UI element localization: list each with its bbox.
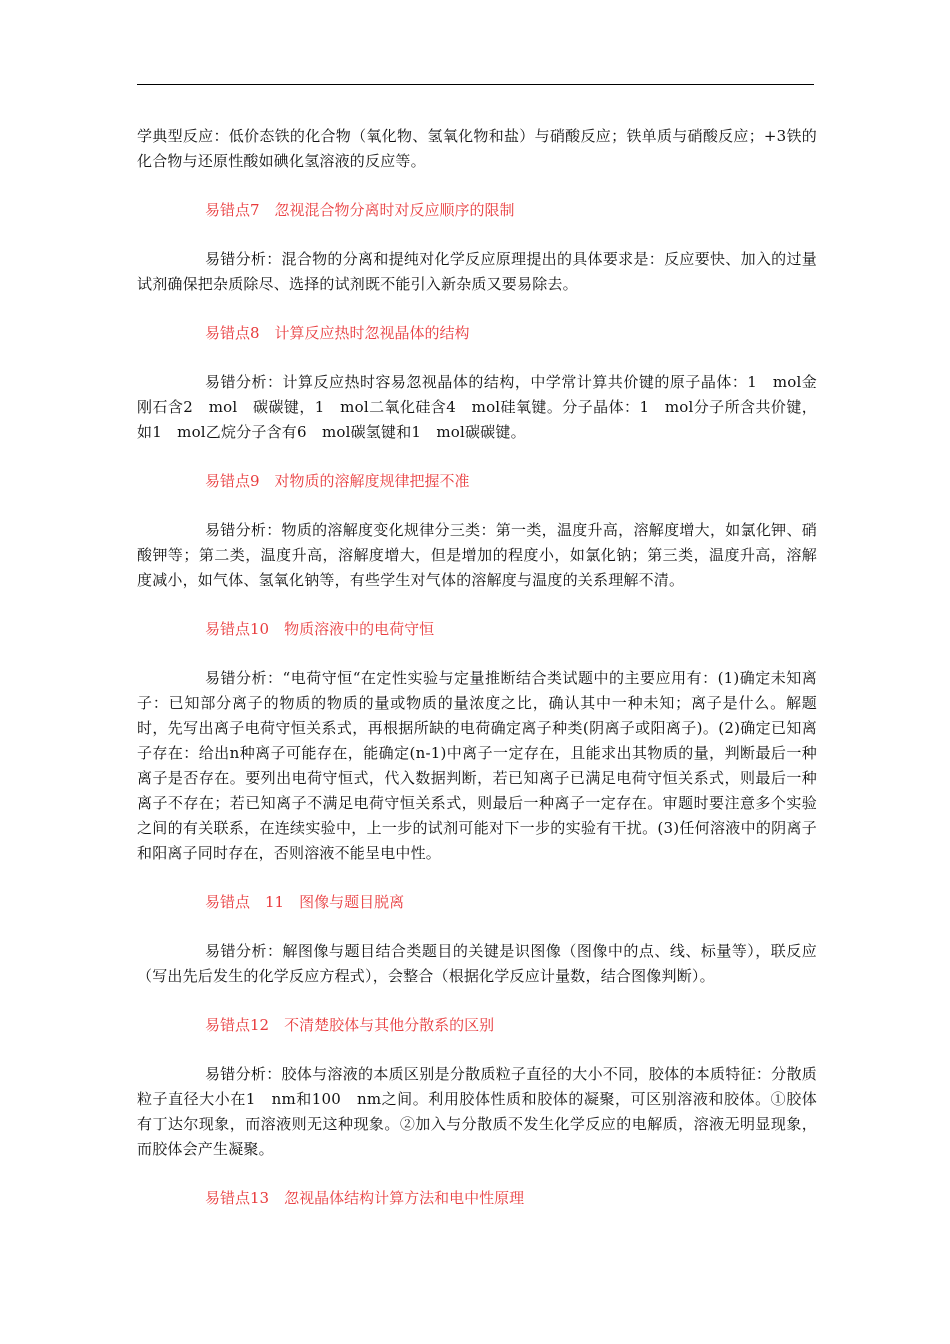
heading-point-7: 易错点7 忽视混合物分离时对反应顺序的限制 — [205, 201, 515, 219]
heading-point-8: 易错点8 计算反应热时忽视晶体的结构 — [205, 324, 470, 342]
heading-point-12: 易错点12 不清楚胶体与其他分散系的区别 — [205, 1016, 495, 1034]
analysis-paragraph-10: 易错分析：“电荷守恒“在定性实验与定量推断结合类试题中的主要应用有：(1)确定未知离子：已知部分离子的物质的物质的量或物质的量浓度之比，确认其中一种未知；离子是什么。解题时，先写出离子电荷守恒关系式，再根据所缺的电荷确定离子种类(阴离子或阳离子)。(2)确定已知离子存在：给出n种离子可能存在，能确定(n-1)中离子一定存在，且能求出其物质的量，判断最后一种离子是否存在。要列出电荷守恒式，代入数据判断，若已知离子已满足电荷守恒关系式，则最后一种离子不存在；若已知离子不满足电荷守恒关系式，则最后一种离子一定存在。审题时要注意多个实验之间的有关联系，在连续实验中，上一步的试剂可能对下一步的实验有干扰。(3)任何溶液中的阴离子和阳离子同时存在，否则溶液不能呈电中性。 — [137, 669, 817, 862]
analysis-paragraph-12: 易错分析：胶体与溶液的本质区别是分散质粒子直径的大小不同，胶体的本质特征：分散质粒子直径大小在1 nm和100 nm之间。利用胶体性质和胶体的凝聚，可区别溶液和胶体。①胶体有丁达尔现象，而溶液则无这种现象。②加入与分散质不发生化学反应的电解质，溶液无明显现象，而胶体会产生凝聚。 — [137, 1065, 817, 1158]
analysis-paragraph-8: 易错分析：计算反应热时容易忽视晶体的结构，中学常计算共价键的原子晶体：1 mol金刚石含2 mol 碳碳键，1 mol二氧化硅含4 mol硅氧键。分子晶体：1 mol分子所含共价键，如1 mol乙烷分子含有6 mol碳氢键和1 mol碳碳键。 — [137, 373, 817, 441]
header-rule — [137, 84, 814, 85]
heading-point-10: 易错点10 物质溶液中的电荷守恒 — [205, 620, 435, 638]
heading-point-13: 易错点13 忽视晶体结构计算方法和电中性原理 — [205, 1189, 525, 1207]
document-body — [137, 124, 817, 1211]
analysis-paragraph-11: 易错分析：解图像与题目结合类题目的关键是识图像（图像中的点、线、标量等），联反应（写出先后发生的化学反应方程式），会整合（根据化学反应计量数，结合图像判断）。 — [137, 942, 817, 985]
analysis-paragraph-9: 易错分析：物质的溶解度变化规律分三类：第一类，温度升高，溶解度增大，如氯化钾、硝酸钾等；第二类，温度升高，溶解度增大，但是增加的程度小，如氯化钠；第三类，温度升高，溶解度减小，如气体、氢氧化钠等，有些学生对气体的溶解度与温度的关系理解不清。 — [137, 521, 817, 589]
heading-point-11: 易错点 11 图像与题目脱离 — [205, 893, 405, 911]
intro-paragraph: 学典型反应：低价态铁的化合物（氧化物、氢氧化物和盐）与硝酸反应；铁单质与硝酸反应；+3铁的化合物与还原性酸如碘化氢溶液的反应等。 — [137, 127, 817, 170]
analysis-paragraph-7: 易错分析：混合物的分离和提纯对化学反应原理提出的具体要求是：反应要快、加入的过量试剂确保把杂质除尽、选择的试剂既不能引入新杂质又要易除去。 — [137, 250, 817, 293]
heading-point-9: 易错点9 对物质的溶解度规律把握不准 — [205, 472, 470, 490]
